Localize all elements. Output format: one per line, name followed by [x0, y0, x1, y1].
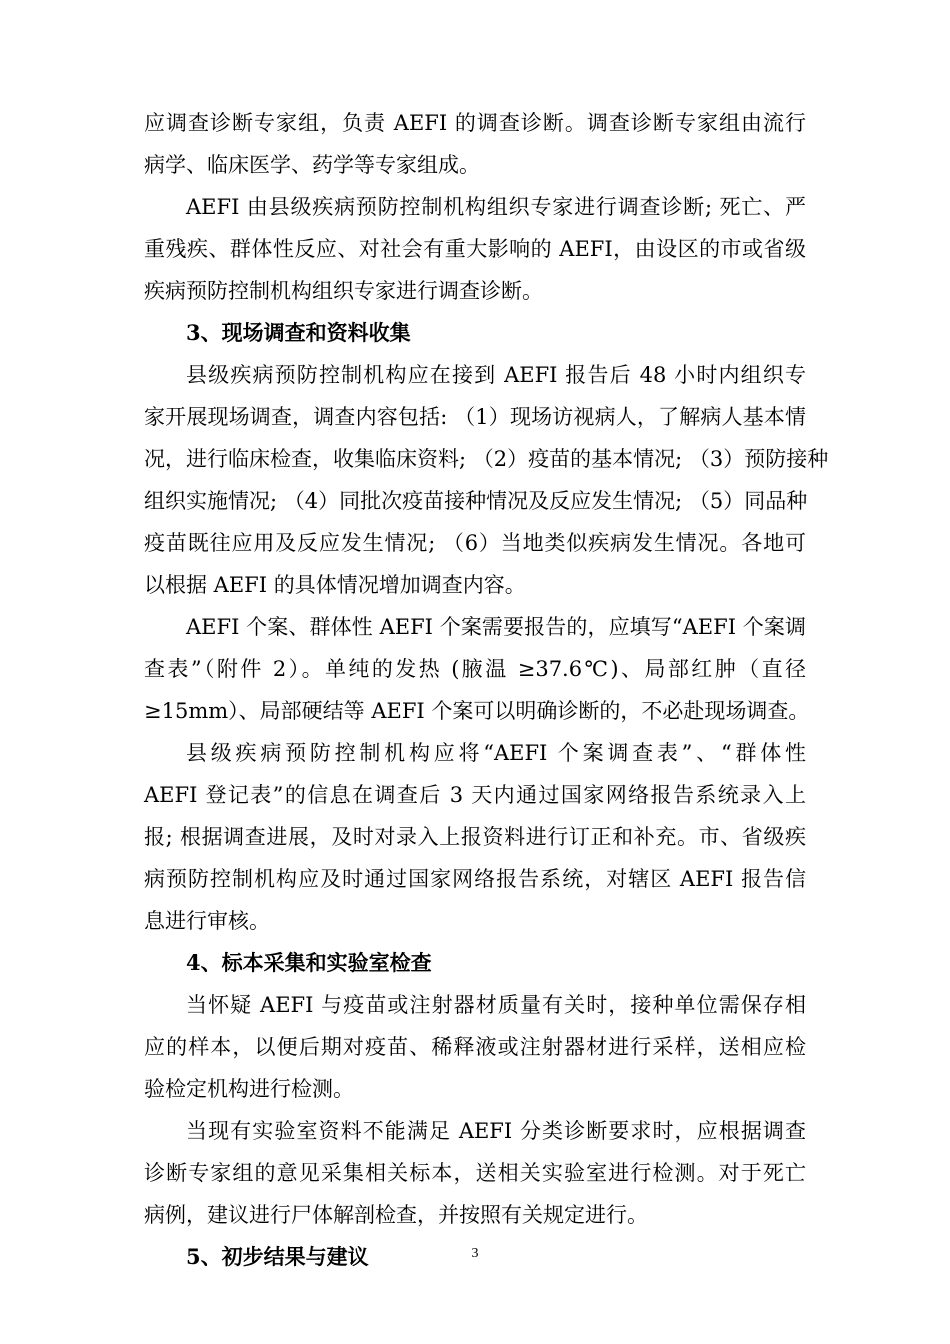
- text-line: 当现有实验室资料不能满足 AEFI 分类诊断要求时，应根据调查: [186, 1119, 806, 1143]
- text-line: 疫苗既往应用及反应发生情况; （6）当地类似疾病发生情况。各地可: [144, 531, 806, 555]
- text-line: AEFI 登记表”的信息在调查后 3 天内通过国家网络报告系统录入上: [144, 783, 806, 807]
- text-line: 县级疾病预防控制机构应在接到 AEFI 报告后 48 小时内组织专: [186, 363, 806, 387]
- text-line: AEFI 由县级疾病预防控制机构组织专家进行调查诊断; 死亡、严: [186, 195, 806, 219]
- section-heading: 4、标本采集和实验室检查: [186, 950, 432, 975]
- text-line: 疾病预防控制机构组织专家进行调查诊断。: [144, 279, 543, 303]
- text-line: 应的样本，以便后期对疫苗、稀释液或注射器材进行采样，送相应检: [144, 1035, 806, 1059]
- text-line: 家开展现场调查，调查内容包括: （1）现场访视病人，了解病人基本情: [144, 405, 806, 429]
- text-line: 重残疾、群体性反应、对社会有重大影响的 AEFI，由设区的市或省级: [144, 237, 806, 261]
- section-heading: 3、现场调查和资料收集: [186, 320, 411, 345]
- text-line: 病学、临床医学、药学等专家组成。: [144, 153, 480, 177]
- text-line: 诊断专家组的意见采集相关标本，送相关实验室进行检测。对于死亡: [144, 1161, 806, 1185]
- text-line: 组织实施情况; （4）同批次疫苗接种情况及反应发生情况; （5）同品种: [144, 489, 808, 513]
- text-line: 息进行审核。: [144, 909, 270, 933]
- text-line: 以根据 AEFI 的具体情况增加调查内容。: [144, 573, 526, 597]
- text-line: ≥15mm）、局部硬结等 AEFI 个案可以明确诊断的，不必赴现场调查。: [144, 699, 810, 723]
- text-line: 县级疾病预防控制机构应将“AEFI 个案调查表”、“群体性: [186, 741, 806, 765]
- section-heading: 5、初步结果与建议: [186, 1244, 369, 1269]
- page-number: 3: [471, 1246, 479, 1261]
- text-line: 病例，建议进行尸体解剖检查，并按照有关规定进行。: [144, 1203, 648, 1227]
- text-line: 报; 根据调查进展，及时对录入上报资料进行订正和补充。市、省级疾: [144, 825, 806, 849]
- text-line: 况，进行临床检查，收集临床资料; （2）疫苗的基本情况; （3）预防接种: [144, 447, 829, 471]
- text-line: 病预防控制机构应及时通过国家网络报告系统，对辖区 AEFI 报告信: [144, 867, 806, 891]
- text-line: AEFI 个案、群体性 AEFI 个案需要报告的，应填写“AEFI 个案调: [186, 615, 806, 639]
- text-line: 当怀疑 AEFI 与疫苗或注射器材质量有关时，接种单位需保存相: [186, 993, 806, 1017]
- text-line: 应调查诊断专家组，负责 AEFI 的调查诊断。调查诊断专家组由流行: [144, 111, 806, 135]
- text-line: 查表”（附件 2）。单纯的发热 (腋温 ≥37.6℃)、局部红肿（直径: [144, 657, 806, 681]
- text-line: 验检定机构进行检测。: [144, 1077, 354, 1101]
